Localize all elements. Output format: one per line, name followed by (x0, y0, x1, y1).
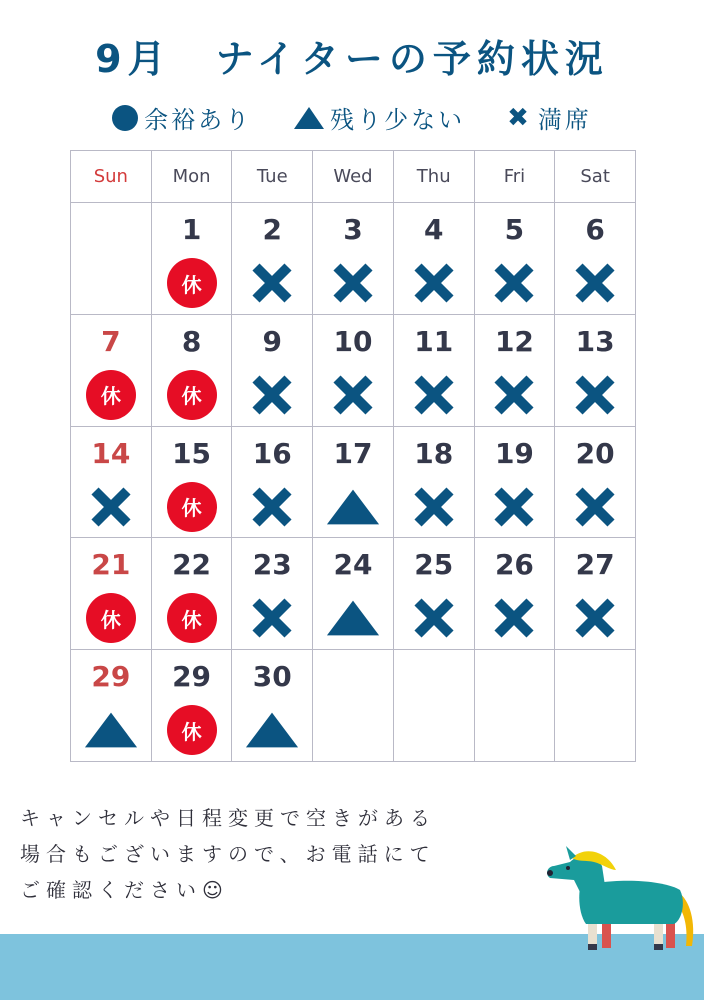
day-number: 20 (575, 436, 615, 470)
cross-icon (567, 483, 623, 531)
notice-line-2: 場合もございますので、お電話にて (20, 842, 436, 866)
calendar-empty-cell (475, 650, 556, 762)
calendar-day (313, 427, 394, 539)
calendar-day (313, 315, 394, 427)
day-number: 7 (101, 324, 121, 358)
calendar-day (475, 427, 556, 539)
cross-icon (325, 259, 381, 307)
day-number: 30 (252, 660, 292, 694)
horse-illustration (540, 840, 704, 960)
weekday-mon: Mon (152, 151, 233, 203)
weekday-fri: Fri (475, 151, 556, 203)
legend-few (294, 100, 465, 135)
day-number: 1 (181, 213, 202, 246)
cross-icon (486, 371, 542, 419)
legend-full (507, 100, 592, 135)
calendar-day (313, 538, 394, 650)
cross-icon (83, 483, 139, 531)
cross-icon (486, 594, 542, 642)
notice-line-3: ご確認ください☺ (20, 878, 229, 902)
day-number: 19 (494, 436, 534, 470)
rest-badge (164, 706, 220, 754)
cross-icon (486, 483, 542, 531)
cross-icon (406, 371, 462, 419)
calendar-day (394, 538, 475, 650)
calendar-day (71, 427, 152, 539)
cross-icon (244, 259, 300, 307)
day-number: 27 (575, 548, 615, 582)
notice-line-1: キャンセルや日程変更で空きがある (20, 806, 436, 830)
day-number: 11 (414, 324, 454, 358)
legend-full-label: 満席 (537, 106, 592, 134)
day-number: 2 (262, 213, 283, 246)
calendar-day (555, 315, 636, 427)
calendar-day (475, 538, 556, 650)
calendar-day (232, 315, 313, 427)
calendar-grid (70, 150, 636, 762)
calendar-day (71, 315, 152, 427)
calendar-day (71, 650, 152, 762)
cross-icon (244, 483, 300, 531)
rest-badge (83, 371, 139, 419)
rest-label: 休 (167, 258, 217, 308)
day-number: 21 (91, 548, 131, 582)
day-number: 5 (504, 213, 525, 246)
calendar-empty-cell (555, 650, 636, 762)
weekday-wed: Wed (313, 151, 394, 203)
calendar-day (232, 650, 313, 762)
calendar-day (555, 538, 636, 650)
calendar-day (313, 203, 394, 315)
cross-icon (567, 594, 623, 642)
weekday-sun: Sun (71, 151, 152, 203)
calendar-day (71, 538, 152, 650)
day-number: 29 (172, 660, 212, 694)
day-number: 14 (91, 436, 131, 470)
cross-icon (567, 371, 623, 419)
rest-label: 休 (86, 593, 136, 643)
weekday-thu: Thu (394, 151, 475, 203)
day-number: 6 (585, 213, 605, 246)
rest-label: 休 (167, 482, 217, 532)
legend (0, 100, 704, 135)
calendar-day (152, 203, 233, 315)
triangle-icon (325, 594, 381, 642)
legend-available (112, 100, 252, 135)
calendar-day (394, 203, 475, 315)
rest-badge (83, 594, 139, 642)
calendar-day (232, 203, 313, 315)
day-number: 4 (423, 213, 444, 246)
day-number: 29 (91, 660, 131, 694)
calendar-day (475, 203, 556, 315)
calendar-day (394, 427, 475, 539)
cross-icon (406, 594, 462, 642)
calendar-day (394, 315, 475, 427)
rest-badge (164, 483, 220, 531)
day-number: 23 (252, 548, 292, 582)
day-number: 17 (333, 436, 373, 470)
day-number: 15 (172, 436, 212, 470)
triangle-icon (325, 483, 381, 531)
rest-badge (164, 259, 220, 307)
calendar-day (475, 315, 556, 427)
calendar-day (152, 427, 233, 539)
rest-label: 休 (167, 370, 217, 420)
day-number: 24 (333, 548, 373, 582)
calendar-day (555, 427, 636, 539)
cross-icon (406, 259, 462, 307)
day-number: 9 (262, 324, 283, 358)
rest-label: 休 (167, 705, 217, 755)
rest-label: 休 (167, 593, 217, 643)
cross-icon (244, 594, 300, 642)
day-number: 16 (252, 436, 292, 470)
rest-label: 休 (86, 370, 136, 420)
day-number: 3 (343, 213, 363, 246)
cross-icon (406, 483, 462, 531)
day-number: 13 (575, 324, 615, 358)
legend-available-label: 余裕あり (144, 106, 253, 134)
calendar-empty-cell (71, 203, 152, 315)
cross-icon (325, 371, 381, 419)
rest-badge (164, 594, 220, 642)
triangle-icon (294, 107, 324, 129)
calendar-day (152, 538, 233, 650)
triangle-icon (83, 706, 139, 754)
cross-icon (244, 371, 300, 419)
page-title: 9月 ナイターの予約状況 (95, 37, 609, 81)
day-number: 12 (494, 324, 534, 358)
calendar-day (555, 203, 636, 315)
weekday-tue: Tue (232, 151, 313, 203)
triangle-icon (244, 706, 300, 754)
calendar-day (232, 538, 313, 650)
rest-badge (164, 371, 220, 419)
legend-few-label: 残り少ない (330, 106, 466, 134)
day-number: 8 (181, 324, 202, 358)
circle-icon (112, 105, 138, 131)
day-number: 10 (333, 324, 373, 358)
calendar-empty-cell (313, 650, 394, 762)
notice-text (20, 800, 540, 908)
calendar-empty-cell (394, 650, 475, 762)
day-number: 26 (494, 548, 534, 582)
cross-icon: ✖ (507, 102, 532, 133)
weekday-sat: Sat (555, 151, 636, 203)
day-number: 22 (172, 548, 212, 582)
day-number: 25 (414, 548, 454, 582)
cross-icon (567, 259, 623, 307)
calendar-day (152, 315, 233, 427)
cross-icon (486, 259, 542, 307)
day-number: 18 (414, 436, 454, 470)
calendar-day (232, 427, 313, 539)
calendar-day (152, 650, 233, 762)
